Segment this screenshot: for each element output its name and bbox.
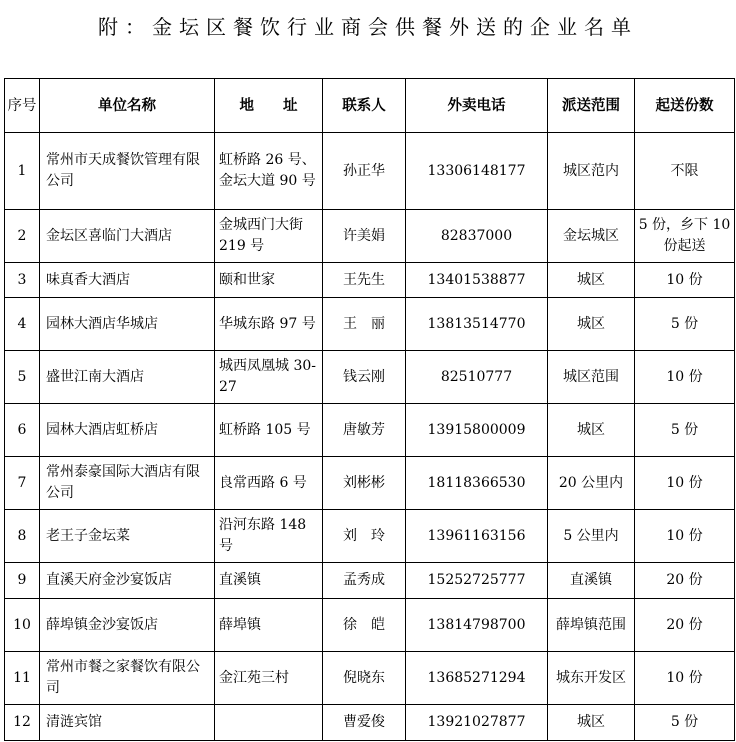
row-number-cell: 9 bbox=[5, 563, 40, 599]
minimum-order-cell: 5 份，乡下 10 份起送 bbox=[635, 210, 735, 263]
address-cell: 薛埠镇 bbox=[215, 599, 323, 652]
table-row bbox=[5, 210, 735, 263]
delivery-phone-cell: 15252725777 bbox=[406, 563, 548, 599]
unit-name-cell: 味真香大酒店 bbox=[40, 263, 215, 298]
unit-name-cell: 常州市餐之家餐饮有限公司 bbox=[40, 652, 215, 705]
minimum-order-cell: 5 份 bbox=[635, 404, 735, 457]
delivery-phone-cell: 82837000 bbox=[406, 210, 548, 263]
address-cell: 颐和世家 bbox=[215, 263, 323, 298]
delivery-phone-cell: 82510777 bbox=[406, 351, 548, 404]
minimum-order-cell: 20 份 bbox=[635, 563, 735, 599]
unit-name-cell: 园林大酒店虹桥店 bbox=[40, 404, 215, 457]
delivery-range-cell: 城区 bbox=[548, 263, 635, 298]
table-row bbox=[5, 351, 735, 404]
delivery-range-cell: 城区 bbox=[548, 705, 635, 741]
delivery-range-cell: 直溪镇 bbox=[548, 563, 635, 599]
address-cell: 直溪镇 bbox=[215, 563, 323, 599]
contact-person-cell: 王 丽 bbox=[323, 298, 406, 351]
unit-name-cell: 金坛区喜临门大酒店 bbox=[40, 210, 215, 263]
contact-person-cell: 徐 皑 bbox=[323, 599, 406, 652]
delivery-range-cell: 5 公里内 bbox=[548, 510, 635, 563]
unit-name-cell: 老王子金坛菜 bbox=[40, 510, 215, 563]
contact-person-cell: 王先生 bbox=[323, 263, 406, 298]
row-number-cell: 7 bbox=[5, 457, 40, 510]
delivery-range-cell: 城区 bbox=[548, 298, 635, 351]
col-header-range: 派送范围 bbox=[548, 79, 635, 133]
row-number-cell: 10 bbox=[5, 599, 40, 652]
minimum-order-cell: 5 份 bbox=[635, 705, 735, 741]
col-header-phone: 外卖电话 bbox=[406, 79, 548, 133]
delivery-phone-cell: 13306148177 bbox=[406, 133, 548, 210]
delivery-phone-cell: 13813514770 bbox=[406, 298, 548, 351]
row-number-cell: 4 bbox=[5, 298, 40, 351]
delivery-phone-cell: 18118366530 bbox=[406, 457, 548, 510]
col-header-no: 序号 bbox=[5, 79, 40, 133]
address-cell: 华城东路 97 号 bbox=[215, 298, 323, 351]
table-row bbox=[5, 133, 735, 210]
contact-person-cell: 钱云刚 bbox=[323, 351, 406, 404]
minimum-order-cell: 20 份 bbox=[635, 599, 735, 652]
table-row bbox=[5, 298, 735, 351]
row-number-cell: 11 bbox=[5, 652, 40, 705]
delivery-range-cell: 薛埠镇范围 bbox=[548, 599, 635, 652]
row-number-cell: 5 bbox=[5, 351, 40, 404]
col-header-contact: 联系人 bbox=[323, 79, 406, 133]
table-row bbox=[5, 263, 735, 298]
col-header-name: 单位名称 bbox=[40, 79, 215, 133]
minimum-order-cell: 5 份 bbox=[635, 298, 735, 351]
row-number-cell: 12 bbox=[5, 705, 40, 741]
contact-person-cell: 唐敏芳 bbox=[323, 404, 406, 457]
contact-person-cell: 许美娟 bbox=[323, 210, 406, 263]
table-row bbox=[5, 599, 735, 652]
contact-person-cell: 倪晓东 bbox=[323, 652, 406, 705]
address-cell: 虹桥路 105 号 bbox=[215, 404, 323, 457]
header-row bbox=[5, 79, 735, 133]
address-cell: 城西凤凰城 30-27 bbox=[215, 351, 323, 404]
table-row bbox=[5, 457, 735, 510]
minimum-order-cell: 10 份 bbox=[635, 457, 735, 510]
delivery-range-cell: 金坛城区 bbox=[548, 210, 635, 263]
unit-name-cell: 薛埠镇金沙宴饭店 bbox=[40, 599, 215, 652]
delivery-range-cell: 城区范内 bbox=[548, 133, 635, 210]
delivery-phone-cell: 13401538877 bbox=[406, 263, 548, 298]
minimum-order-cell: 10 份 bbox=[635, 263, 735, 298]
contact-person-cell: 刘 玲 bbox=[323, 510, 406, 563]
row-number-cell: 2 bbox=[5, 210, 40, 263]
delivery-phone-cell: 13961163156 bbox=[406, 510, 548, 563]
table-row bbox=[5, 563, 735, 599]
table-row bbox=[5, 404, 735, 457]
address-cell: 沿河东路 148 号 bbox=[215, 510, 323, 563]
delivery-phone-cell: 13814798700 bbox=[406, 599, 548, 652]
page-title: 附：金坛区餐饮行业商会供餐外送的企业名单 bbox=[98, 15, 638, 39]
table-row bbox=[5, 705, 735, 741]
delivery-phone-cell: 13921027877 bbox=[406, 705, 548, 741]
row-number-cell: 3 bbox=[5, 263, 40, 298]
vendor-table bbox=[4, 78, 735, 741]
minimum-order-cell: 10 份 bbox=[635, 652, 735, 705]
unit-name-cell: 清涟宾馆 bbox=[40, 705, 215, 741]
address-cell: 金城西门大街 219 号 bbox=[215, 210, 323, 263]
minimum-order-cell: 10 份 bbox=[635, 351, 735, 404]
delivery-range-cell: 城区范围 bbox=[548, 351, 635, 404]
minimum-order-cell: 不限 bbox=[635, 133, 735, 210]
unit-name-cell: 常州市天成餐饮管理有限公司 bbox=[40, 133, 215, 210]
delivery-range-cell: 城区 bbox=[548, 404, 635, 457]
unit-name-cell: 盛世江南大酒店 bbox=[40, 351, 215, 404]
table-row bbox=[5, 510, 735, 563]
col-header-min: 起送份数 bbox=[635, 79, 735, 133]
delivery-range-cell: 城东开发区 bbox=[548, 652, 635, 705]
row-number-cell: 1 bbox=[5, 133, 40, 210]
contact-person-cell: 孟秀成 bbox=[323, 563, 406, 599]
unit-name-cell: 园林大酒店华城店 bbox=[40, 298, 215, 351]
table-row bbox=[5, 652, 735, 705]
contact-person-cell: 曹爱俊 bbox=[323, 705, 406, 741]
address-cell: 金江苑三村 bbox=[215, 652, 323, 705]
unit-name-cell: 直溪天府金沙宴饭店 bbox=[40, 563, 215, 599]
row-number-cell: 8 bbox=[5, 510, 40, 563]
row-number-cell: 6 bbox=[5, 404, 40, 457]
unit-name-cell: 常州泰豪国际大酒店有限公司 bbox=[40, 457, 215, 510]
contact-person-cell: 孙正华 bbox=[323, 133, 406, 210]
address-cell: 虹桥路 26 号、金坛大道 90 号 bbox=[215, 133, 323, 210]
col-header-address: 地 址 bbox=[215, 79, 323, 133]
delivery-phone-cell: 13685271294 bbox=[406, 652, 548, 705]
address-cell bbox=[215, 705, 323, 741]
delivery-range-cell: 20 公里内 bbox=[548, 457, 635, 510]
delivery-phone-cell: 13915800009 bbox=[406, 404, 548, 457]
contact-person-cell: 刘彬彬 bbox=[323, 457, 406, 510]
address-cell: 良常西路 6 号 bbox=[215, 457, 323, 510]
minimum-order-cell: 10 份 bbox=[635, 510, 735, 563]
